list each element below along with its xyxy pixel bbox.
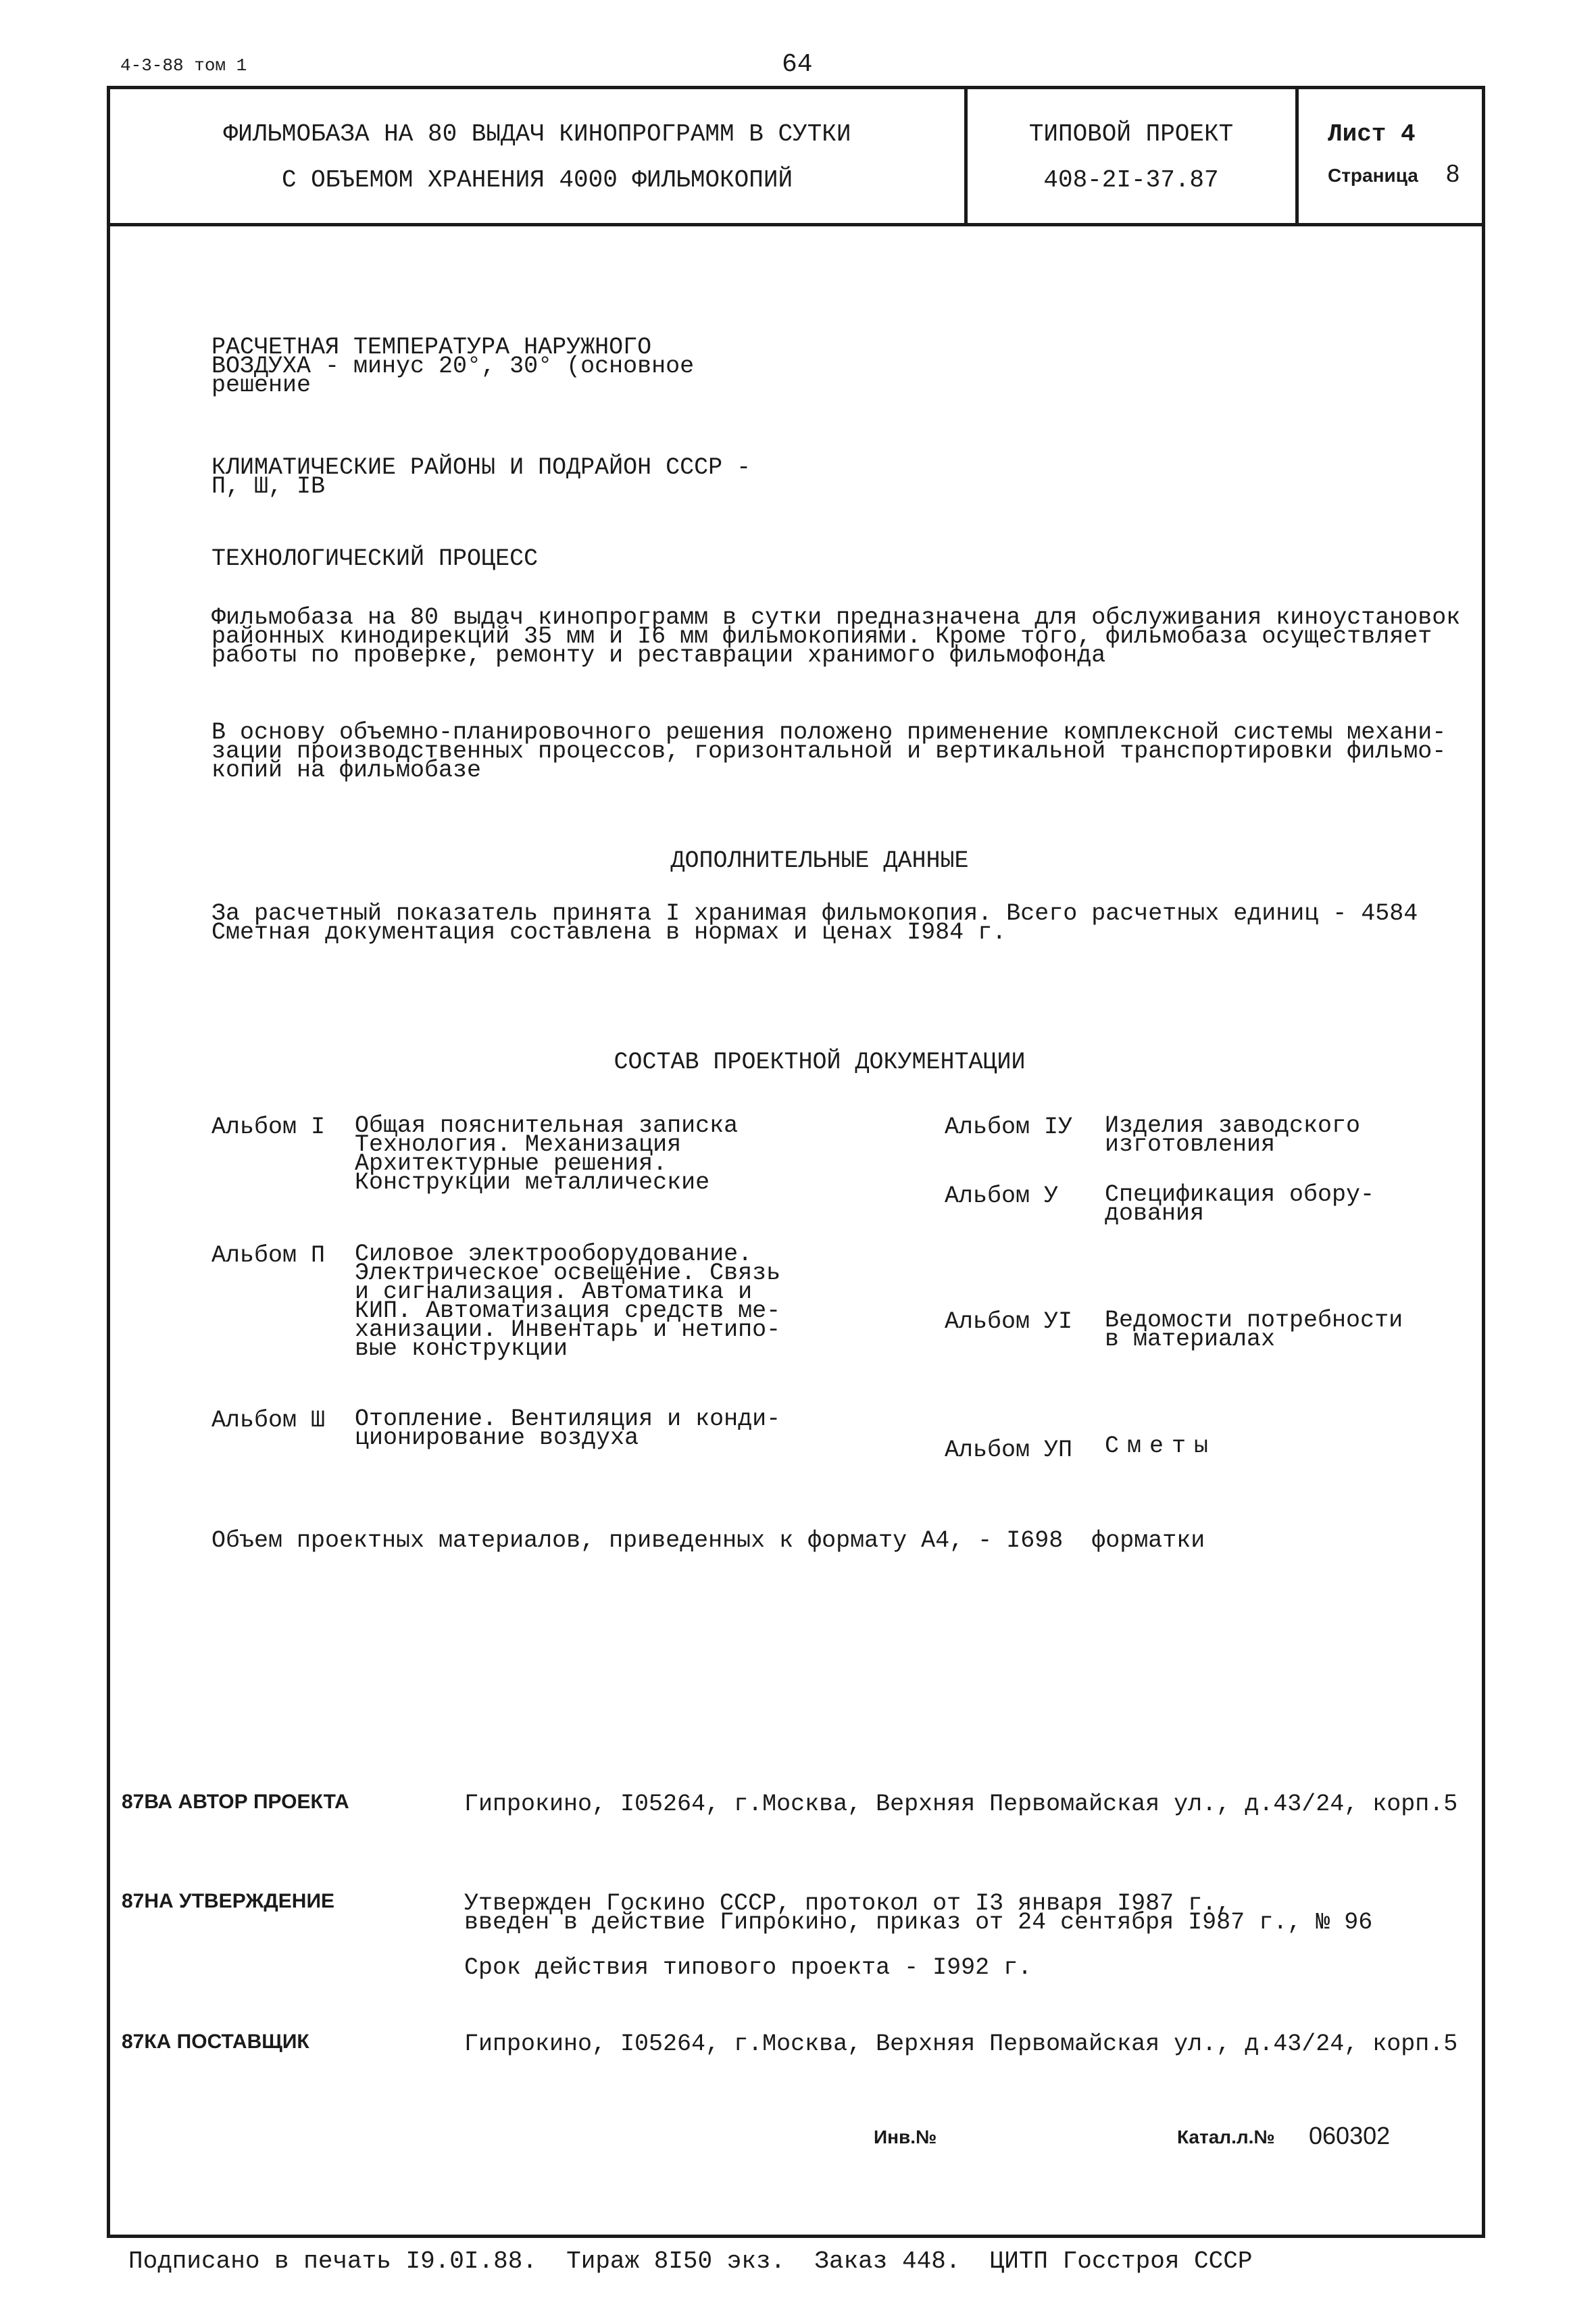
- page-number: 64: [782, 50, 813, 79]
- approval-term: Срок действия типового проекта - I992 г.: [464, 1954, 1032, 1981]
- climate-block: КЛИМАТИЧЕСКИЕ РАЙОНЫ И ПОДРАЙОН СССР - П, Ш, IB: [211, 454, 751, 500]
- tech-paragraph-2: В основу объемно-планировочного решения положено применение комплексной системы механи- зации производственных процессов, горизонтальной и вертикальной транспортировки фильмо- копий на фильмобазе: [211, 719, 1447, 784]
- header-title-line2: С ОБЪЕМОМ ХРАНЕНИЯ 4000 ФИЛЬМОКОПИЙ: [281, 166, 793, 194]
- album-description: Сметы: [1105, 1433, 1217, 1460]
- inventory-label: Инв.№: [874, 2126, 937, 2147]
- album-name: Альбом Ш: [211, 1407, 326, 1434]
- album-description: Силовое электрооборудование. Электрическое освещение. Связь и сигнализация. Автоматика и КИП. Автоматизация средств ме- ханизации. Инвентарь и нетипо- вые конструкции: [355, 1241, 781, 1362]
- document-code: 4-3-88 том 1: [120, 55, 247, 76]
- page-value: 8: [1446, 159, 1460, 187]
- tech-process-title: ТЕХНОЛОГИЧЕСКИЙ ПРОЦЕСС: [211, 545, 539, 572]
- album-name: Альбом У: [945, 1183, 1059, 1210]
- header-divider: [107, 223, 1485, 226]
- project-label: ТИПОВОЙ ПРОЕКТ: [1028, 120, 1234, 148]
- album-description: Общая пояснительная записка Технология. Механизация Архитектурные решения. Конструкции металлические: [355, 1112, 739, 1196]
- supplier-value: Гипрокино, I05264, г.Москва, Верхняя Первомайская ул., д.43/24, корп.5: [464, 2031, 1458, 2058]
- tech-paragraph-1: Фильмобаза на 80 выдач кинопрограмм в сутки предназначена для обслуживания киноустановок районных кинодирекций 35 мм и I6 мм фильмокопиями. Кроме того, фильмобаза осуществляет работы по проверке, ремонту и реставрации хранимого фильмофонда: [211, 604, 1461, 669]
- author-label: 87ВА АВТОР ПРОЕКТА: [122, 1791, 349, 1813]
- print-info: Подписано в печать I9.0I.88. Тираж 8I50 экз. Заказ 448. ЦИТП Госстроя СССР: [128, 2247, 1253, 2275]
- album-name: Альбом П: [211, 1242, 326, 1269]
- album-description: Отопление. Вентиляция и конди- ционирование воздуха: [355, 1405, 781, 1451]
- approval-label: 87НА УТВЕРЖДЕНИЕ: [122, 1890, 335, 1912]
- album-name: Альбом УI: [945, 1308, 1073, 1335]
- catalog-value: 060302: [1309, 2122, 1391, 2149]
- author-value: Гипрокино, I05264, г.Москва, Верхняя Первомайская ул., д.43/24, корп.5: [464, 1791, 1458, 1818]
- approval-value: Утвержден Госкино СССР, протокол от I3 января I987 г., введен в действие Гипрокино, приказ от 24 сентября I987 г., № 96: [464, 1890, 1373, 1936]
- album-name: Альбом УП: [945, 1437, 1073, 1464]
- project-code: 408-2I-37.87: [1043, 166, 1219, 194]
- header-column-divider: [964, 86, 968, 225]
- documentation-title: СОСТАВ ПРОЕКТНОЙ ДОКУМЕНТАЦИИ: [614, 1049, 1026, 1076]
- header-column-divider: [1295, 86, 1299, 225]
- additional-data-title: ДОПОЛНИТЕЛЬНЫЕ ДАННЫЕ: [670, 847, 969, 874]
- album-description: Спецификация обору- дования: [1105, 1181, 1375, 1227]
- supplier-label: 87КА ПОСТАВЩИК: [122, 2031, 309, 2053]
- additional-data-text: За расчетный показатель принята I хранимая фильмокопия. Всего расчетных единиц - 4584 Сметная документация составлена в нормах и ценах I984 г.: [211, 900, 1418, 946]
- album-description: Ведомости потребности в материалах: [1105, 1307, 1403, 1353]
- album-name: Альбом IУ: [945, 1114, 1073, 1141]
- page-label: Страница: [1328, 165, 1418, 186]
- album-description: Изделия заводского изготовления: [1105, 1112, 1361, 1158]
- header-title-line1: ФИЛЬМОБАЗА НА 80 ВЫДАЧ КИНОПРОГРАММ В СУТКИ: [223, 120, 851, 148]
- volume-statement: Объем проектных материалов, приведенных к формату А4, - I698 форматки: [211, 1527, 1205, 1554]
- sheet-label: Лист 4: [1328, 120, 1416, 148]
- album-name: Альбом I: [211, 1114, 326, 1141]
- temperature-block: РАСЧЕТНАЯ ТЕМПЕРАТУРА НАРУЖНОГО ВОЗДУХА - минус 20°, 30° (основное решение: [211, 334, 695, 399]
- catalog-label: Катал.л.№: [1177, 2126, 1275, 2147]
